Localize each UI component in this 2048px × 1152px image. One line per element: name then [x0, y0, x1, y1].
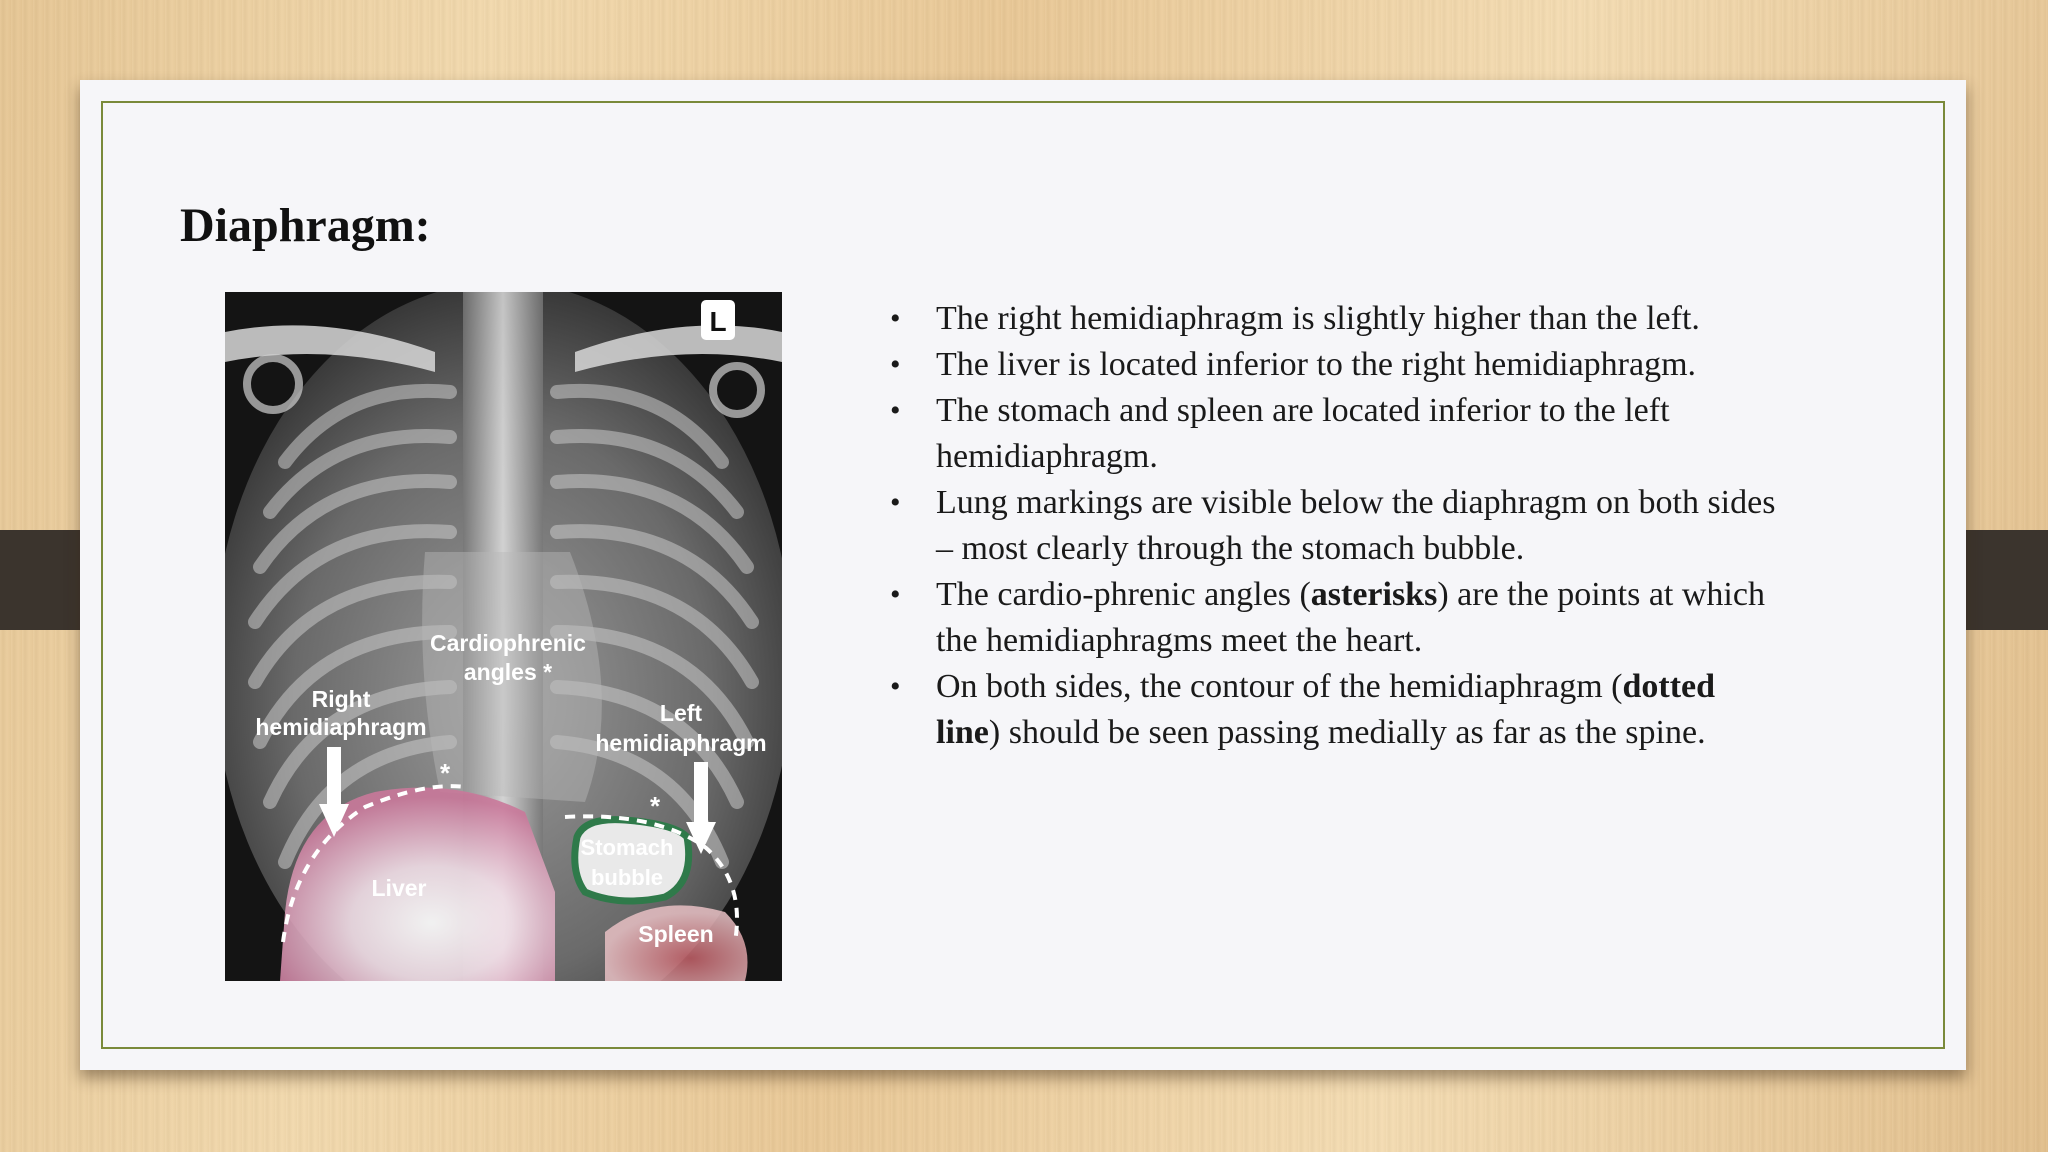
label-stomach: Stomach — [580, 835, 674, 860]
label-cardiophrenic: Cardiophrenic — [430, 630, 586, 656]
bold-term-asterisks: asterisks — [1310, 576, 1438, 613]
bullet-item: • The stomach and spleen are located inferior to the left hemidiaphragm. — [886, 388, 1786, 480]
bullet-item: • Lung markings are visible below the diaphragm on both sides – most clearly through the stomach bubble. — [886, 480, 1786, 572]
side-marker: L — [709, 306, 727, 337]
slide — [80, 80, 1966, 1070]
label-right-hemidiaphragm: hemidiaphragm — [255, 714, 427, 740]
bullet-item: • The cardio-phrenic angles (asterisks) are the points at which the hemidiaphragms meet the heart. — [886, 572, 1786, 664]
bullet-item: • The liver is located inferior to the right hemidiaphragm. — [886, 342, 1786, 388]
bold-term-dotted-line: dotted line — [936, 668, 1716, 751]
slide-title: Diaphragm: — [180, 199, 431, 252]
label-left-hemidiaphragm: hemidiaphragm — [595, 730, 767, 756]
bullet-item: • The right hemidiaphragm is slightly higher than the left. — [886, 296, 1786, 342]
label-spleen: Spleen — [638, 921, 714, 947]
asterisk-left: * — [649, 791, 661, 821]
label-angles: angles * — [463, 659, 553, 685]
label-liver: Liver — [371, 875, 427, 901]
bullet-list — [886, 296, 1786, 756]
bullet-item: • On both sides, the contour of the hemidiaphragm (dotted line) should be seen passing medially as far as the spine. — [886, 664, 1786, 756]
asterisk-right: * — [439, 758, 451, 788]
label-left: Left — [659, 700, 703, 726]
label-right: Right — [311, 686, 371, 712]
chest-xray-figure — [225, 292, 782, 981]
label-bubble: bubble — [590, 865, 664, 890]
